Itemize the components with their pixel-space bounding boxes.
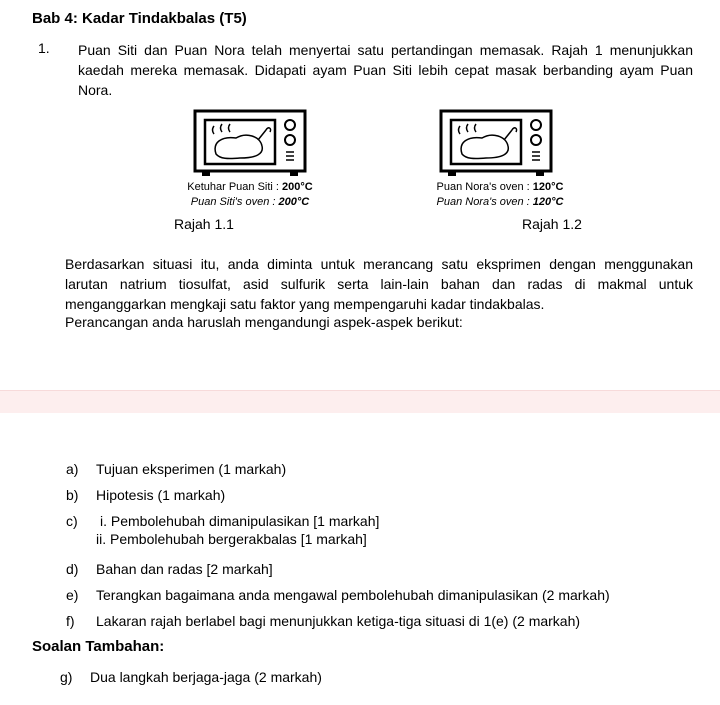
section-divider-band [0, 390, 720, 413]
figure-1-label: Rajah 1.1 [174, 216, 234, 232]
item-label: c) [66, 513, 78, 529]
oven-knob-middle-icon [285, 135, 295, 145]
figure-1-caption-english [172, 196, 328, 208]
chicken-leg-icon [504, 128, 517, 140]
question-number: 1. [38, 40, 50, 56]
item-label: b) [66, 487, 79, 503]
oven-vent-icon [286, 152, 294, 160]
oven-figure-2 [438, 108, 554, 178]
caption-temp: 200°C [278, 196, 310, 208]
figure-2-label: Rajah 1.2 [522, 216, 582, 232]
figure-2-caption-malay [420, 181, 580, 193]
steam-icon [459, 124, 477, 134]
caption-label: Puan Siti's oven : [190, 196, 279, 208]
caption-label: Puan Nora's oven : [436, 196, 533, 208]
section-heading-extra: Soalan Tambahan: [32, 638, 165, 655]
oven-foot-right [536, 171, 544, 176]
item-text: Lakaran rajah berlabel bagi menunjukkan ketiga-tiga situasi di 1(e) (2 markah) [96, 613, 581, 629]
oven-knob-top-icon [285, 120, 295, 130]
oven-foot-left [202, 171, 210, 176]
item-text: Hipotesis (1 markah) [96, 487, 226, 503]
question-intro: Puan Siti dan Puan Nora telah menyertai satu pertandingan memasak. Rajah 1 menunjukkan kaedah mereka memasak. Didapati ayam Puan Siti lebih cepat masak berbanding ayam Puan Nora. [78, 42, 693, 98]
oven-figure-1 [192, 108, 308, 178]
item-label: e) [66, 587, 79, 603]
figure-2-caption-english [420, 196, 580, 208]
list-item-c-sub: ii. Pembolehubah bergerakbalas [1 markah] [96, 531, 367, 547]
item-text: Tujuan eksperimen (1 markah) [96, 461, 287, 477]
item-label: a) [66, 461, 79, 477]
oven-knob-top-icon [531, 120, 541, 130]
figure-1-caption-malay [172, 181, 328, 193]
chicken-leg-icon [258, 128, 271, 140]
caption-temp: 120°C [532, 196, 564, 208]
oven-foot-left [448, 171, 456, 176]
item-text: Bahan dan radas [2 markah] [96, 561, 273, 577]
chicken-icon [461, 135, 508, 158]
caption-temp: 200°C [282, 181, 313, 193]
item-label: f) [66, 613, 75, 629]
item-text: Dua langkah berjaga-jaga (2 markah) [90, 669, 322, 685]
caption-temp: 120°C [532, 181, 564, 193]
body-instruction: Perancangan anda haruslah mengandungi aspek-aspek berikut: [65, 314, 463, 330]
item-label: d) [66, 561, 79, 577]
caption-label: Puan Nora's oven : [436, 181, 533, 193]
caption-label: Ketuhar Puan Siti : [187, 181, 283, 193]
steam-icon [213, 124, 231, 134]
item-label: g) [60, 669, 73, 685]
oven-vent-icon [532, 152, 540, 160]
oven-knob-middle-icon [531, 135, 541, 145]
body-paragraph: Berdasarkan situasi itu, anda diminta untuk merancang satu eksprimen dengan menggunakan larutan natrium tiosulfat, asid sulfurik serta lain-lain bahan dan radas di makmal untuk menganggarkan mengkaji satu faktor yang mempengaruhi kadar tindakbalas. [65, 256, 693, 312]
page-title: Bab 4: Kadar Tindakbalas (T5) [32, 10, 247, 27]
chicken-icon [215, 135, 262, 158]
oven-foot-right [290, 171, 298, 176]
item-text: i. Pembolehubah dimanipulasikan [1 markah] [100, 513, 380, 529]
item-text: Terangkan bagaimana anda mengawal pembolehubah dimanipulasikan (2 markah) [96, 587, 610, 603]
